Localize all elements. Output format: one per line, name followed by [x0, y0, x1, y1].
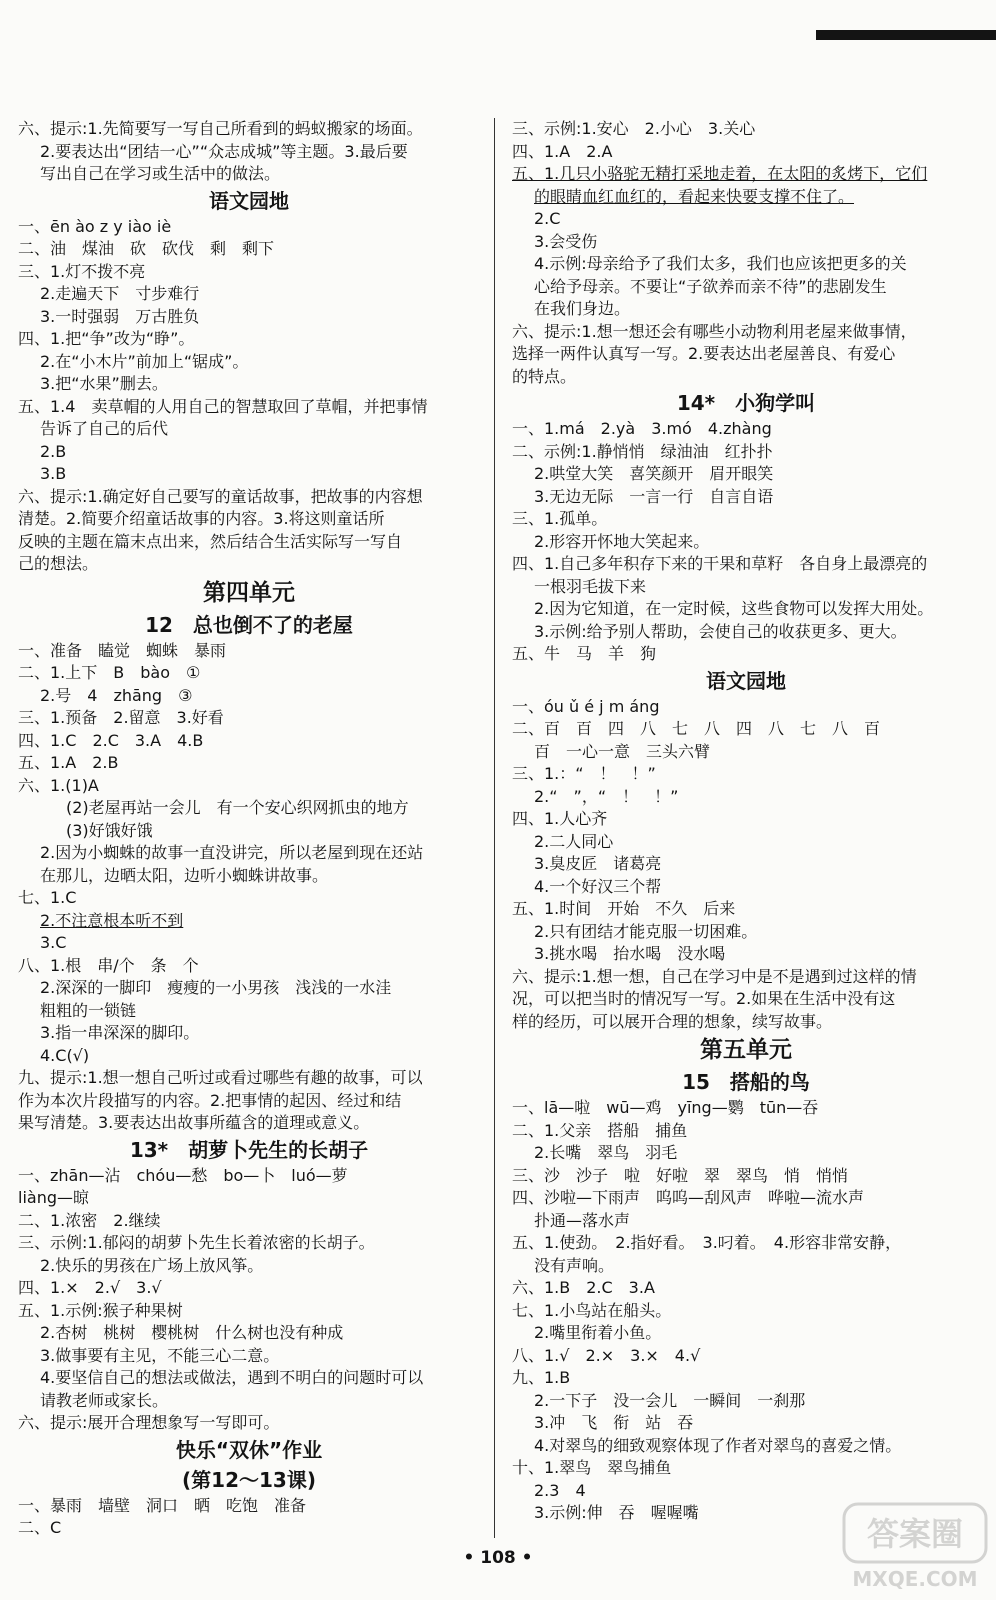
answer-line: 4.要坚信自己的想法或做法，遇到不明白的问题时可以 — [40, 1368, 424, 1387]
answer-line: 七、1.小鸟站在船头。 — [512, 1300, 672, 1320]
answer-line: 粗粗的一锁链 — [40, 1000, 137, 1020]
answer-line: 四、1.人心齐 — [512, 809, 608, 828]
answer-line: 四、1.自己多年积存下来的干果和草籽 各自身上最漂亮的 — [512, 554, 928, 573]
answer-line: 2.深深的一脚印 瘦瘦的一小男孩 浅浅的一水洼 — [40, 978, 392, 997]
answer-line: 3.挑水喝 抬水喝 没水喝 — [534, 944, 726, 963]
answer-line: 2.因为小蜘蛛的故事一直没讲完，所以老屋到现在还站 — [40, 843, 424, 862]
answer-line: 2.长嘴 翠鸟 羽毛 — [534, 1143, 678, 1162]
answer-line: liàng—晾 — [18, 1188, 89, 1207]
answer-line: 果写清楚。3.要表达出故事所蕴含的道理或意义。 — [18, 1113, 370, 1132]
answer-line: 2.号 4 zhāng ③ — [40, 685, 193, 705]
answer-line: 五、1.A 2.B — [18, 753, 119, 772]
right-column — [512, 118, 980, 1525]
answer-line: 2.只有团结才能克服一切困难。 — [534, 921, 758, 941]
section-heading: 第四单元 — [203, 579, 295, 606]
answer-line: 3.示例:给予别人帮助，会使自己的收获更多、更大。 — [534, 621, 907, 641]
left-column — [18, 118, 480, 1540]
answer-line: 在那儿，边晒太阳，边听小蜘蛛讲故事。 — [40, 865, 329, 885]
answer-line: 3.C — [40, 933, 67, 952]
answer-line: 2.要表达出“团结一心”“众志成城”等主题。3.最后要 — [40, 141, 408, 161]
answer-line: 三、沙 沙子 啦 好啦 翠 翠鸟 悄 悄悄 — [512, 1165, 849, 1185]
answer-line: 四、沙啦—下雨声 呜呜—刮风声 哗啦—流水声 — [512, 1188, 865, 1207]
answer-line: 一、准备 瞌觉 蜘蛛 暴雨 — [18, 640, 227, 660]
section-heading: (第12～13课) — [182, 1467, 316, 1492]
section-heading: 语文园地 — [706, 668, 786, 693]
answer-line: 反映的主题在篇末点出来，然后结合生活实际写一写自 — [18, 531, 403, 551]
answer-line: 三、1.孤单。 — [512, 509, 608, 528]
answer-line: 一、zhān—沾 chóu—愁 bo—卜 luó—萝 — [18, 1165, 348, 1185]
answer-line: 3.会受伤 — [534, 231, 598, 251]
answer-line: 六、提示:展开合理想象写一写即可。 — [18, 1413, 280, 1432]
answer-line: 一根羽毛拔下来 — [534, 576, 647, 596]
answer-line: 请教老师或家长。 — [40, 1390, 169, 1410]
answer-line: 九、提示:1.想一想自己听过或看过哪些有趣的故事，可以 — [18, 1068, 423, 1087]
answer-line: 一、lā—啦 wū—鸡 yīng—鹦 tūn—吞 — [512, 1098, 819, 1117]
answer-line: 2.走遍天下 寸步难行 — [40, 284, 200, 303]
answer-line: 二、C — [18, 1518, 62, 1537]
answer-line: 2.二人同心 — [534, 831, 614, 851]
answer-line: 3.做事要有主见，不能三心二意。 — [40, 1345, 280, 1365]
answer-line: 五、1.4 卖草帽的人用自己的智慧取回了草帽，并把事情 — [18, 396, 428, 416]
answer-line: 五、1.几只小骆驼无精打采地走着，在太阳的炙烤下，它们 — [512, 164, 928, 183]
answer-line: 2.因为它知道，在一定时候，这些食物可以发挥大用处。 — [534, 599, 934, 618]
answer-line: 四、1.C 2.C 3.A 4.B — [18, 730, 204, 750]
answer-line: 百 一心一意 三头六臂 — [534, 741, 711, 761]
answer-line: 2.一下子 没一会儿 一瞬间 一刹那 — [534, 1390, 806, 1410]
answer-line: 二、1.父亲 搭船 捕鱼 — [512, 1120, 688, 1140]
answer-line: 六、1.B 2.C 3.A — [512, 1278, 655, 1297]
page-number: • 108 • — [463, 1548, 533, 1568]
answer-line: 2.杏树 桃树 樱桃树 什么树也没有种成 — [40, 1323, 344, 1342]
answer-line: 2.形容开怀地大笑起来。 — [534, 531, 710, 551]
answer-line: 4.C(√) — [40, 1045, 90, 1065]
answer-line: 2.嘴里衔着小鱼。 — [534, 1323, 662, 1342]
answer-line: 六、1.(1)A — [18, 775, 99, 795]
answer-line: 三、示例:1.安心 2.小心 3.关心 — [512, 119, 756, 138]
section-heading: 14* 小狗学叫 — [676, 391, 816, 415]
answer-line: 2.3 4 — [534, 1480, 586, 1500]
answer-line: 的特点。 — [512, 366, 577, 386]
answer-line: 选择一两件认真写一写。2.要表达出老屋善良、有爱心 — [512, 344, 896, 363]
answer-line: 3.指一串深深的脚印。 — [40, 1023, 200, 1042]
answer-line: 四、1.× 2.√ 3.√ — [18, 1278, 162, 1297]
answer-line: 六、提示:1.确定好自己要写的童话故事，把故事的内容想 — [18, 486, 423, 506]
answer-line: 五、1.时间 开始 不久 后来 — [512, 899, 736, 918]
answer-line: 心给予母亲。不要让“子欲养而亲不待”的悲剧发生 — [534, 276, 887, 296]
answer-line: 3.冲 飞 衔 站 吞 — [534, 1413, 694, 1432]
answer-line: 在我们身边。 — [534, 299, 631, 318]
answer-line: (3)好饿好饿 — [66, 820, 153, 840]
answer-line: 3.无边无际 一言一行 自言自语 — [534, 486, 774, 506]
answer-line: 八、1.√ 2.× 3.× 4.√ — [512, 1345, 701, 1365]
answer-line: 六、提示:1.先简要写一写自己所看到的蚂蚁搬家的场面。 — [18, 119, 423, 138]
answer-line: 作为本次片段描写的内容。2.把事情的起因、经过和结 — [18, 1090, 402, 1110]
answer-line: 二、1.上下 B bào ① — [18, 663, 201, 682]
answer-line: 2.哄堂大笑 喜笑颜开 眉开眼笑 — [534, 464, 774, 483]
answer-line: 写出自己在学习或生活中的做法。 — [40, 164, 281, 183]
answer-line: 况，可以把当时的情况写一写。2.如果在生活中没有这 — [512, 989, 896, 1008]
section-heading: 语文园地 — [209, 188, 289, 213]
answer-line: 二、油 煤油 砍 砍伐 剩 剩下 — [18, 239, 275, 258]
answer-line: 六、提示:1.想一想还会有哪些小动物利用老屋来做事情， — [512, 321, 917, 341]
answer-line: 清楚。2.简要介绍童话故事的内容。3.将这则童话所 — [18, 509, 385, 528]
top-rule — [816, 30, 996, 40]
answer-line: 2.“ ”，“ ！ ！” — [534, 786, 679, 806]
answer-line: 十、1.翠鸟 翠鸟捕鱼 — [512, 1458, 672, 1477]
answer-line: 一、óu ǔ é j m áng — [512, 696, 660, 716]
section-heading: 第五单元 — [700, 1037, 792, 1063]
answer-line: 2.在“小木片”前加上“锯成”。 — [40, 351, 249, 371]
answer-line: 三、1.：“ ！ ！” — [512, 764, 656, 783]
answer-line: 2.不注意根本听不到 — [40, 910, 184, 930]
answer-line: 五、1.使劲。 2.指好看。 3.叼着。 4.形容非常安静， — [512, 1233, 902, 1252]
watermark-line2: MXQE.COM — [852, 1567, 978, 1591]
answer-line: 一、暴雨 墙壁 洞口 晒 吃饱 准备 — [18, 1495, 307, 1515]
answer-line: 二、1.浓密 2.继续 — [18, 1210, 161, 1230]
answer-line: 二、示例:1.静悄悄 绿油油 红扑扑 — [512, 441, 773, 461]
section-heading: 13* 胡萝卜先生的长胡子 — [129, 1137, 369, 1162]
answer-line: 五、牛 马 羊 狗 — [512, 644, 657, 663]
answer-line: 三、示例:1.郁闷的胡萝卜先生长着浓密的长胡子。 — [18, 1233, 375, 1252]
answer-line: (2)老屋再站一会儿 有一个安心织网抓虫的地方 — [66, 798, 409, 817]
watermark-logo — [840, 1500, 990, 1594]
answer-line: 二、百 百 四 八 七 八 四 八 七 八 百 — [512, 719, 881, 738]
answer-line: 三、1.预备 2.留意 3.好看 — [18, 708, 224, 727]
section-heading: 12 总也倒不了的老屋 — [145, 612, 353, 637]
answer-line: 3.臭皮匠 诸葛亮 — [534, 854, 662, 873]
answer-line: 没有声响。 — [534, 1255, 615, 1275]
answer-line: 2.快乐的男孩在广场上放风筝。 — [40, 1255, 264, 1275]
answer-line: 2.B — [40, 441, 67, 461]
answer-line: 扑通—落水声 — [534, 1210, 631, 1230]
answer-line: 2.C — [534, 209, 561, 228]
answer-line: 3.把“水果”删去。 — [40, 374, 168, 393]
answer-line: 一、ēn ào z y iào iè — [18, 216, 172, 236]
column-divider — [494, 118, 495, 1538]
answer-line: 九、1.B — [512, 1368, 571, 1387]
answer-line: 3.B — [40, 464, 67, 483]
answer-line: 3.一时强弱 万古胜负 — [40, 306, 200, 326]
answer-line: 四、1.把“争”改为“睁”。 — [18, 329, 195, 348]
answer-line: 四、1.A 2.A — [512, 141, 613, 161]
answer-line: 4.示例:母亲给予了我们太多，我们也应该把更多的关 — [534, 254, 907, 273]
answer-line: 六、提示:1.想一想，自己在学习中是不是遇到过这样的情 — [512, 966, 917, 986]
answer-line: 八、1.根 串/个 条 个 — [18, 955, 199, 975]
answer-line: 的眼睛血红血红的，看起来快要支撑不住了。 — [534, 186, 855, 206]
answer-line: 一、1.má 2.yà 3.mó 4.zhàng — [512, 419, 772, 438]
section-heading: 15 搭船的鸟 — [682, 1070, 810, 1094]
answer-line: 3.示例:伸 吞 喔喔嘴 — [534, 1503, 699, 1522]
answer-line: 三、1.灯不拨不亮 — [18, 261, 146, 281]
answer-line: 告诉了自己的后代 — [40, 419, 169, 438]
answer-line: 五、1.示例:猴子种果树 — [18, 1300, 183, 1320]
answer-line: 己的想法。 — [18, 554, 99, 573]
answer-line: 4.一个好汉三个帮 — [534, 876, 662, 896]
section-heading: 快乐“双休”作业 — [175, 1437, 323, 1462]
watermark-line1: 答案圈 — [866, 1515, 964, 1553]
answer-line: 4.对翠鸟的细致观察体现了作者对翠鸟的喜爱之情。 — [534, 1435, 902, 1455]
answer-line: 样的经历，可以展开合理的想象，续写故事。 — [512, 1011, 833, 1031]
answer-line: 七、1.C — [18, 888, 77, 907]
